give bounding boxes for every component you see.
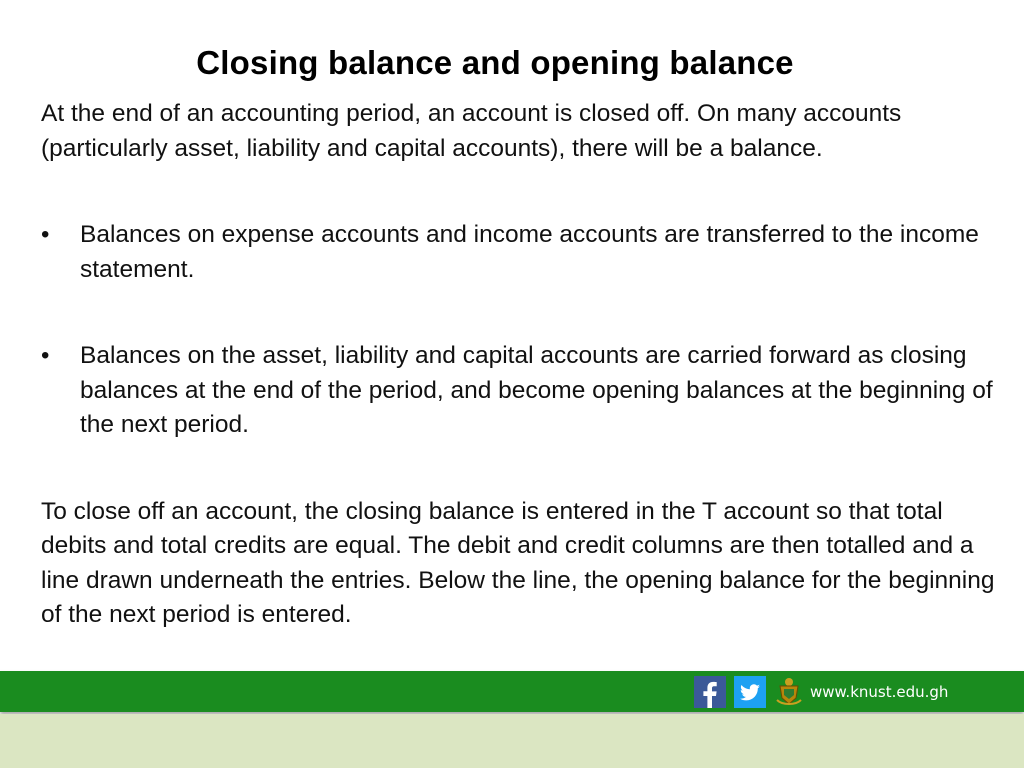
- slide-body: [41, 97, 1001, 633]
- footer-bottom-band: [0, 714, 1024, 768]
- bullet-text: Balances on the asset, liability and capital accounts are carried forward as closing balances at the end of the period, and become opening balances at the beginning of the next period.: [80, 342, 993, 438]
- intro-paragraph: At the end of an accounting period, an account is closed off. On many accounts (particularly asset, liability and capital accounts), there will be a balance.: [41, 100, 902, 162]
- facebook-icon[interactable]: [694, 676, 726, 708]
- knust-crest-icon: [774, 676, 804, 708]
- twitter-icon[interactable]: [734, 676, 766, 708]
- closing-paragraph: To close off an account, the closing balance is entered in the T account so that total debits and total credits are equal. The debit and credit columns are then totalled and a line drawn underneath the entries. Below the line, the opening balance for the beginning of the next period is entered.: [41, 497, 995, 628]
- slide-title: Closing balance and opening balance: [196, 44, 794, 81]
- bullet-dot: •: [41, 342, 50, 369]
- bullet-dot: •: [41, 221, 50, 248]
- bullet-text: Balances on expense accounts and income accounts are transferred to the income statement.: [80, 221, 979, 283]
- website-link[interactable]: www.knust.edu.gh: [810, 683, 949, 701]
- bullet-item: [41, 339, 1001, 443]
- bullet-item: [41, 218, 1001, 287]
